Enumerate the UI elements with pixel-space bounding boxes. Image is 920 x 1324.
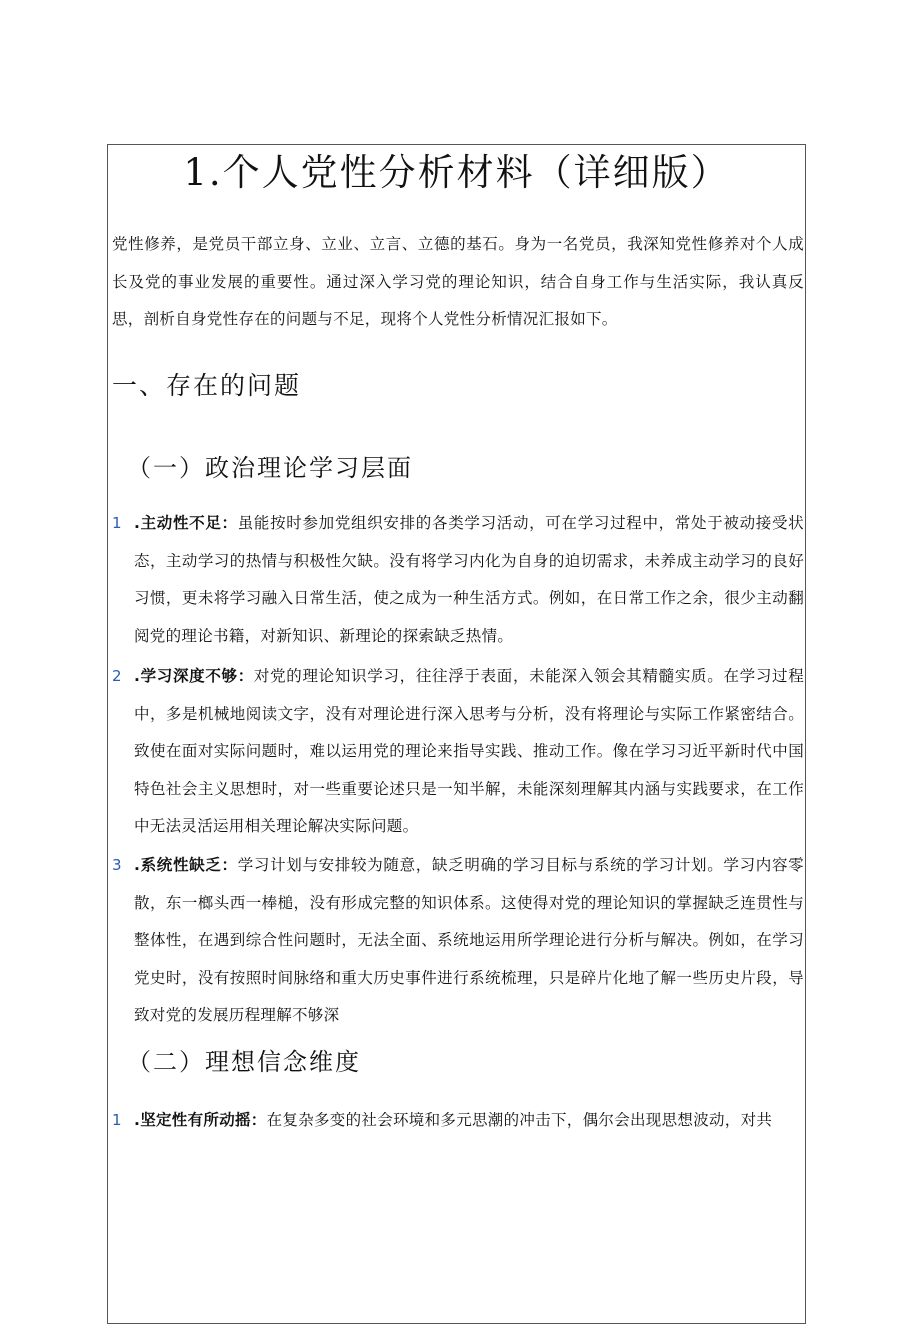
list-item-number: 3 <box>112 856 122 874</box>
list-item <box>112 505 804 655</box>
section-heading-problems: 一、存在的问题 <box>112 371 302 400</box>
list-item <box>112 1102 804 1140</box>
list-item-body <box>134 505 804 655</box>
list-item <box>112 847 804 1035</box>
list-item-text: 学习计划与安排较为随意，缺乏明确的学习目标与系统的学习计划。学习内容零散，东一榔头西一棒槌，没有形成完整的知识体系。这使得对党的理论知识的掌握缺乏连贯性与整体性，在遇到综合性问题时，无法全面、系统地运用所学理论进行分析与解决。例如，在学习党史时，没有按照时间脉络和重大历史事件进行系统梳理，只是碎片化地了解一些历史片段，导致对党的发展历程理解不够深 <box>134 856 804 1024</box>
list-item-body <box>134 847 804 1035</box>
list-item-number: 1 <box>112 1111 122 1129</box>
list-item-lead: .系统性缺乏： <box>134 856 238 874</box>
list-item-body <box>134 658 804 846</box>
intro-paragraph: 党性修养，是党员干部立身、立业、立言、立德的基石。身为一名党员，我深知党性修养对个人成长及党的事业发展的重要性。通过深入学习党的理论知识，结合自身工作与生活实际，我认真反思，剖析自身党性存在的问题与不足，现将个人党性分析情况汇报如下。 <box>112 235 804 328</box>
list-item-body <box>134 1102 804 1140</box>
list-item-lead: .主动性不足： <box>134 514 238 532</box>
subsection-heading-political-theory: （一）政治理论学习层面 <box>127 454 413 482</box>
list-item-text: 在复杂多变的社会环境和多元思潮的冲击下，偶尔会出现思想波动，对共 <box>266 1111 773 1129</box>
list-item <box>112 658 804 846</box>
list-item-lead: .学习深度不够： <box>134 667 254 685</box>
page-title: 1.个人党性分析材料（详细版） <box>183 151 730 194</box>
list-item-lead: .坚定性有所动摇： <box>134 1111 267 1129</box>
list-item-number: 1 <box>112 514 122 532</box>
list-item-text: 虽能按时参加党组织安排的各类学习活动，可在学习过程中，常处于被动接受状态，主动学习的热情与积极性欠缺。没有将学习内化为自身的迫切需求，未养成主动学习的良好习惯，更未将学习融入日常生活，使之成为一种生活方式。例如，在日常工作之余，很少主动翻阅党的理论书籍，对新知识、新理论的探索缺乏热情。 <box>134 514 804 645</box>
subsection-heading-ideals-beliefs: （二）理想信念维度 <box>127 1048 361 1076</box>
list-item-text: 对党的理论知识学习，往往浮于表面，未能深入领会其精髓实质。在学习过程中，多是机械地阅读文字，没有对理论进行深入思考与分析，没有将理论与实际工作紧密结合。致使在面对实际问题时，难以运用党的理论来指导实践、推动工作。像在学习习近平新时代中国特色社会主义思想时，对一些重要论述只是一知半解，未能深刻理解其内涵与实践要求，在工作中无法灵活运用相关理论解决实际问题。 <box>134 667 805 835</box>
list-item-number: 2 <box>112 667 122 685</box>
